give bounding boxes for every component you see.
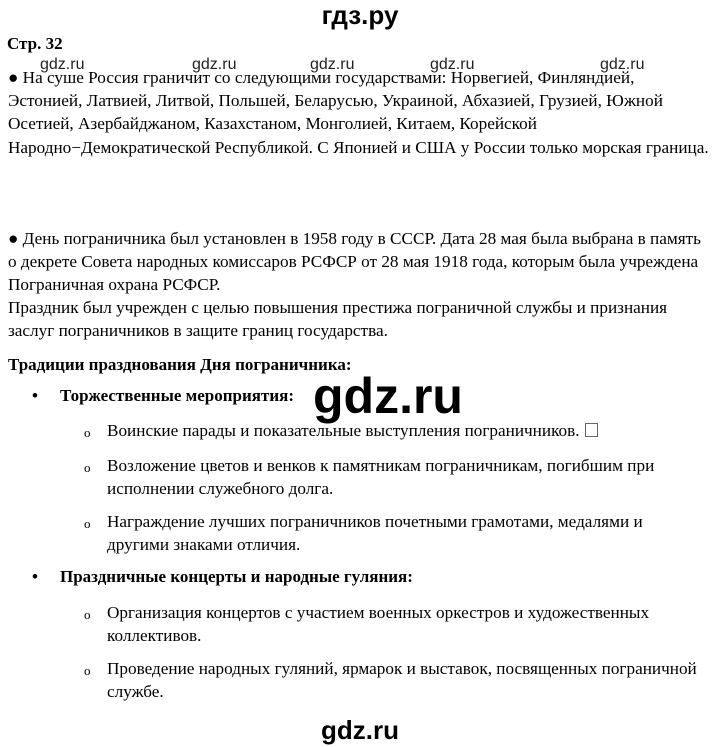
paragraph-border-day-history: ● День пограничника был установлен в 1958 году в СССР. Дата 28 мая была выбрана в память о декрете Совета народных комиссаров РСФСР от 28 мая 1918 года, которым была учреждена Пограничная охрана РСФСР. [8,229,702,295]
watermark: gdz.ru [600,56,645,73]
sub-bullet-marker: o [84,663,91,678]
list-item-text: Награждение лучших пограничников почетными грамотами, медалями и другими знаками отличия. [107,512,643,555]
list-item-text: Проведение народных гуляний, ярмарок и выставок, посвященных пограничной службе. [107,659,697,702]
list-item [86,419,706,442]
list-item-text: Воинские парады и показательные выступления пограничников. [107,421,580,440]
watermark: gdz.ru [192,56,237,73]
bullet-marker: • [32,386,38,405]
paragraph-border-day-purpose: Праздник был учрежден с целью повышения престижа пограничной службы и признания заслуг пограничников в защите границ государства. [8,298,668,341]
site-header[interactable]: гдз.ру [321,0,399,30]
section-item-title: Праздничные концерты и народные гуляния: [60,567,413,586]
missing-glyph-icon [585,423,598,437]
sub-bullet-marker: o [84,460,91,475]
paragraph-borders: ● На суше Россия граничит со следующими государствами: Норвегией, Финляндией, Эстонией, Латвией, Литвой, Польшей, Беларусью, Украиной, Абхазией, Грузией, Южной Осетией, Азербайджаном, Казахстаном, Монголией, Китаем, Корейской Народно−Демократической Республикой. С Японией и США у России только морская граница. [8,68,709,157]
list-item-text: Возложение цветов и венков к памятникам пограничникам, погибшим при исполнении служебного долга. [107,456,655,499]
watermark: gdz.ru [310,56,355,73]
list-item [86,601,706,647]
watermark-large: gdz.ru [313,368,463,424]
section-title: Традиции празднования Дня пограничника: [8,355,352,374]
bullet-marker: • [32,567,38,586]
list-item [86,510,706,556]
site-footer[interactable]: gdz.ru [321,715,399,745]
list-item [86,454,706,500]
sub-bullet-marker: o [84,607,91,622]
section-item-title: Торжественные мероприятия: [60,386,294,405]
page-number-label: Стр. 32 [7,34,63,53]
list-item [86,657,706,703]
sub-bullet-marker: o [84,425,91,440]
list-item-text: Организация концертов с участием военных оркестров и художественных коллективов. [107,603,650,646]
watermark: gdz.ru [40,56,85,73]
watermark: gdz.ru [430,56,475,73]
sub-bullet-marker: o [84,516,91,531]
